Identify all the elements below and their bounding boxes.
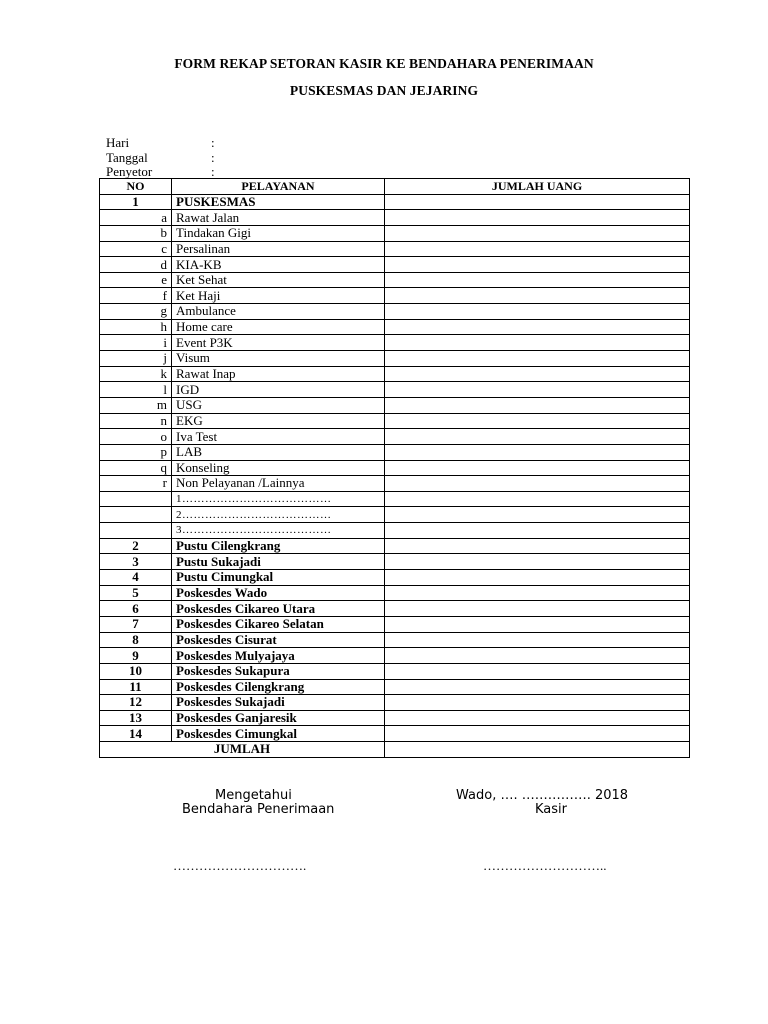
row-amount-cell[interactable] [385,538,690,554]
table-row [100,257,690,273]
table-row [100,538,690,554]
row-pelayanan: Tindakan Gigi [172,225,385,241]
table-row [100,585,690,601]
row-amount-cell[interactable] [385,397,690,413]
row-pelayanan: Persalinan [172,241,385,257]
form-title: FORM REKAP SETORAN KASIR KE BENDAHARA PENERIMAAN [174,56,594,71]
table-row [100,319,690,335]
table-row [100,194,690,210]
row-number: a [100,210,172,226]
row-pelayanan: Home care [172,319,385,335]
row-amount-cell[interactable] [385,210,690,226]
row-number: i [100,335,172,351]
row-amount-cell[interactable] [385,554,690,570]
row-pelayanan: Ket Sehat [172,272,385,288]
table-row [100,601,690,617]
row-pelayanan: Poskesdes Cilengkrang [172,679,385,695]
form-subtitle: PUSKESMAS DAN JEJARING [289,83,479,98]
row-pelayanan: LAB [172,444,385,460]
row-number [100,507,172,523]
row-amount-cell[interactable] [385,648,690,664]
row-amount-cell[interactable] [385,570,690,586]
sign-right-line2: Kasir [535,802,567,817]
table-row [100,460,690,476]
row-pelayanan: Rawat Jalan [172,210,385,226]
row-amount-cell[interactable] [385,413,690,429]
row-pelayanan: Poskesdes Cikareo Selatan [172,616,385,632]
header-no: NO [100,179,172,195]
row-pelayanan: Poskesdes Cimungkal [172,726,385,742]
table-row [100,335,690,351]
meta-value: : [211,164,215,179]
row-amount-cell[interactable] [385,632,690,648]
row-number: d [100,257,172,273]
row-number: 11 [100,679,172,695]
table-row [100,663,690,679]
rekap-table [99,178,690,758]
row-pelayanan: Konseling [172,460,385,476]
row-number: c [100,241,172,257]
row-number: 2 [100,538,172,554]
row-pelayanan: IGD [172,382,385,398]
row-pelayanan: Ambulance [172,304,385,320]
row-amount-cell[interactable] [385,460,690,476]
row-number: 12 [100,695,172,711]
row-pelayanan: 1………………………………… [172,491,385,507]
table-row [100,241,690,257]
row-number: 3 [100,554,172,570]
row-amount-cell[interactable] [385,429,690,445]
meta-penyetor [106,164,215,179]
table-row [100,726,690,742]
row-pelayanan: Poskesdes Cisurat [172,632,385,648]
row-amount-cell[interactable] [385,726,690,742]
row-number: 9 [100,648,172,664]
row-amount-cell[interactable] [385,351,690,367]
row-amount-cell[interactable] [385,272,690,288]
table-row [100,429,690,445]
row-pelayanan: Poskesdes Wado [172,585,385,601]
table-row [100,554,690,570]
row-pelayanan: KIA-KB [172,257,385,273]
total-row [100,742,690,758]
row-number: p [100,444,172,460]
table-row [100,225,690,241]
meta-value: : [211,135,215,150]
row-amount-cell[interactable] [385,319,690,335]
sign-right-line1: Wado, …. ……………. 2018 [456,788,629,803]
sign-left-line2: Bendahara Penerimaan [182,802,335,817]
row-pelayanan: 3………………………………… [172,523,385,539]
row-amount-cell[interactable] [385,366,690,382]
row-number: b [100,225,172,241]
row-amount-cell[interactable] [385,695,690,711]
table-header-row [100,179,690,195]
row-pelayanan: Poskesdes Mulyajaya [172,648,385,664]
row-number: q [100,460,172,476]
sign-left-line1: Mengetahui [215,788,292,803]
row-number: j [100,351,172,367]
row-number: 4 [100,570,172,586]
table-row [100,710,690,726]
row-amount-cell[interactable] [385,523,690,539]
row-pelayanan: Ket Haji [172,288,385,304]
table-row [100,397,690,413]
row-pelayanan: 2………………………………… [172,507,385,523]
table-row [100,288,690,304]
header-jumlah-uang: JUMLAH UANG [385,179,690,195]
row-pelayanan: USG [172,397,385,413]
row-pelayanan: Pustu Cimungkal [172,570,385,586]
meta-label: Penyetor [106,164,153,179]
row-pelayanan: PUSKESMAS [172,194,385,210]
row-amount-cell[interactable] [385,257,690,273]
row-pelayanan: Event P3K [172,335,385,351]
row-amount-cell[interactable] [385,710,690,726]
row-pelayanan: Visum [172,351,385,367]
total-label: JUMLAH [100,742,385,758]
meta-label: Hari [106,135,130,150]
row-amount-cell[interactable] [385,507,690,523]
row-number: g [100,304,172,320]
row-number: 7 [100,616,172,632]
row-number: 5 [100,585,172,601]
total-amount-cell[interactable] [385,742,690,758]
table-row [100,679,690,695]
table-row [100,476,690,492]
row-number: 14 [100,726,172,742]
table-row [100,413,690,429]
row-number: m [100,397,172,413]
row-pelayanan: EKG [172,413,385,429]
table-row [100,523,690,539]
table-row [100,304,690,320]
table-row [100,366,690,382]
row-number: 1 [100,194,172,210]
row-amount-cell[interactable] [385,585,690,601]
row-amount-cell[interactable] [385,335,690,351]
row-number: 10 [100,663,172,679]
table-row [100,507,690,523]
row-amount-cell[interactable] [385,491,690,507]
row-pelayanan: Pustu Sukajadi [172,554,385,570]
row-number: n [100,413,172,429]
row-number: f [100,288,172,304]
header-pelayanan: PELAYANAN [172,179,385,195]
table-row [100,351,690,367]
row-amount-cell[interactable] [385,225,690,241]
meta-value: : [211,150,215,165]
row-amount-cell[interactable] [385,679,690,695]
row-pelayanan: Poskesdes Ganjaresik [172,710,385,726]
row-amount-cell[interactable] [385,194,690,210]
row-number: 8 [100,632,172,648]
row-number: 6 [100,601,172,617]
row-number: r [100,476,172,492]
row-pelayanan: Poskesdes Sukajadi [172,695,385,711]
row-number: 13 [100,710,172,726]
table-row [100,491,690,507]
table-row [100,695,690,711]
row-number [100,491,172,507]
row-pelayanan: Non Pelayanan /Lainnya [172,476,385,492]
row-amount-cell[interactable] [385,444,690,460]
sign-left-blank: …………………………. [173,858,307,873]
table-row [100,210,690,226]
meta-label: Tanggal [106,150,148,165]
row-amount-cell[interactable] [385,241,690,257]
row-number: l [100,382,172,398]
row-pelayanan: Rawat Inap [172,366,385,382]
row-amount-cell[interactable] [385,601,690,617]
table-row [100,616,690,632]
row-amount-cell[interactable] [385,476,690,492]
table-row [100,272,690,288]
table-row [100,648,690,664]
meta-hari [106,135,215,150]
row-amount-cell[interactable] [385,616,690,632]
row-amount-cell[interactable] [385,304,690,320]
row-amount-cell[interactable] [385,382,690,398]
table-body [100,194,690,741]
table-row [100,444,690,460]
row-amount-cell[interactable] [385,663,690,679]
table-row [100,382,690,398]
row-pelayanan: Poskesdes Sukapura [172,663,385,679]
row-number [100,523,172,539]
row-number: k [100,366,172,382]
row-pelayanan: Pustu Cilengkrang [172,538,385,554]
row-pelayanan: Iva Test [172,429,385,445]
table-row [100,632,690,648]
row-amount-cell[interactable] [385,288,690,304]
row-number: e [100,272,172,288]
row-pelayanan: Poskesdes Cikareo Utara [172,601,385,617]
meta-tanggal [106,150,215,165]
sign-right-blank: ……………………….. [483,858,607,873]
row-number: h [100,319,172,335]
row-number: o [100,429,172,445]
table-row [100,570,690,586]
